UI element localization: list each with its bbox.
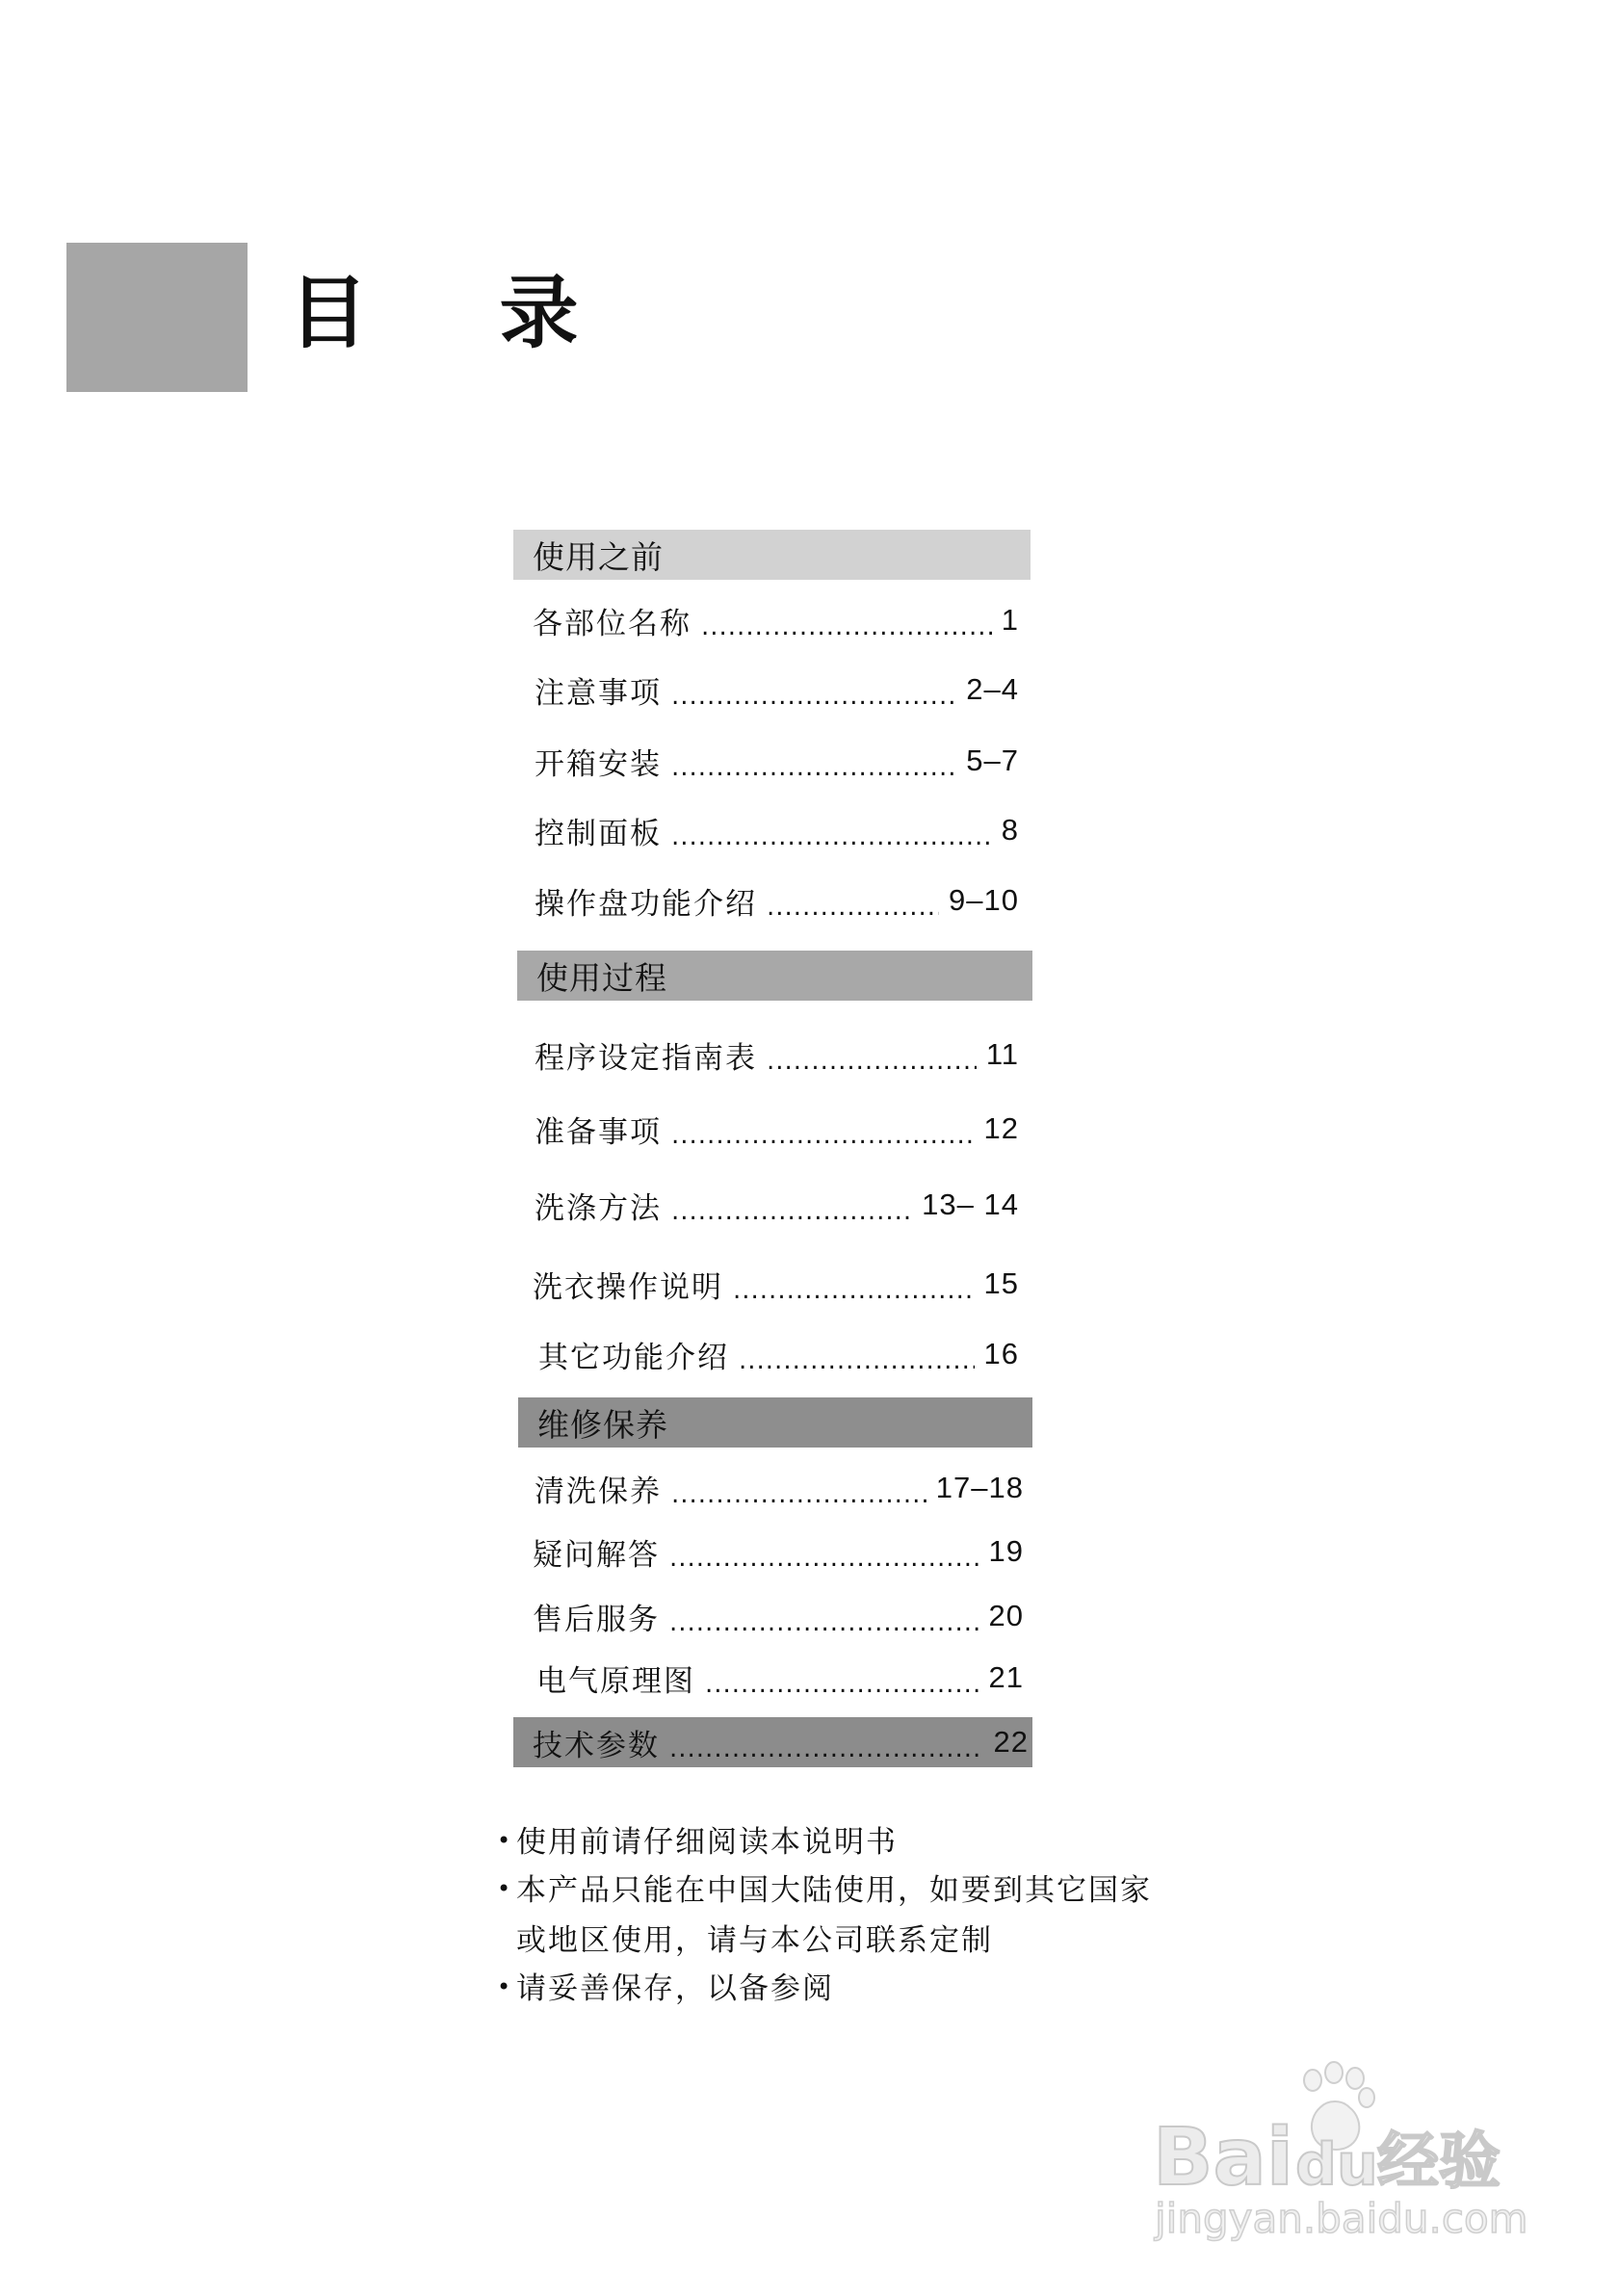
toc-entry[interactable] [535,879,1019,922]
entry-title: 清洗保养 [535,1474,662,1509]
note-text: 使用前请仔细阅读本说明书 [516,1825,898,1860]
watermark-brand: Bai [1153,2112,1293,2204]
dot-leader [671,753,956,782]
entry-title: 售后服务 [533,1602,660,1637]
watermark-brand-suffix: du [1295,2131,1378,2199]
entry-page-number: 5–7 [966,744,1019,777]
entry-title: 操作盘功能介绍 [535,886,757,922]
entry-page-number: 8 [1001,813,1019,847]
toc-entry[interactable] [535,1467,1024,1509]
note-text: 或地区使用，请与本公司联系定制 [516,1923,993,1958]
bullet-icon: • [497,1973,513,2000]
entry-page-number: 2–4 [966,672,1019,706]
dot-leader [669,1735,984,1763]
note-item [497,1825,898,1860]
entry-page-number: 20 [988,1599,1024,1632]
entry-title: 程序设定指南表 [535,1040,757,1076]
watermark-url: jingyan.baidu.com [1155,2195,1528,2242]
toc-entry[interactable] [533,599,1019,641]
entry-page-number: 16 [983,1337,1019,1370]
entry-page-number: 17–18 [935,1471,1024,1504]
dot-leader [767,1047,977,1076]
entry-page-number: 19 [988,1534,1024,1568]
watermark-cn: 经验 [1377,2126,1501,2198]
section-label: 维修保养 [537,1405,668,1444]
bullet-icon: • [497,1875,513,1902]
dot-leader [669,1608,979,1637]
entry-title: 洗衣操作说明 [533,1269,723,1305]
entry-page-number: 1 [1001,603,1019,637]
entry-title: 其它功能介绍 [538,1340,729,1375]
section-header-maintenance [518,1397,1032,1448]
note-text: 本产品只能在中国大陆使用，如要到其它国家 [516,1873,1152,1908]
dot-leader [733,1276,975,1305]
toc-entry[interactable] [535,1033,1019,1076]
page-title: 目 录 [289,268,631,359]
dot-leader [739,1346,975,1375]
entry-title: 开箱安装 [535,746,662,782]
toc-entry[interactable] [535,1108,1019,1150]
toc-entry[interactable] [533,1530,1024,1573]
toc-entry[interactable] [536,1657,1024,1699]
dot-leader [669,1544,979,1573]
baidu-jingyan-watermark [1151,2061,1555,2244]
dot-leader [701,613,992,641]
entry-title: 疑问解答 [533,1537,660,1573]
dot-leader [671,822,992,851]
entry-title: 控制面板 [535,816,662,851]
entry-title: 电气原理图 [536,1663,695,1699]
entry-page-number: 15 [983,1266,1019,1300]
note-item-continuation [516,1923,993,1958]
section-label: 使用过程 [536,958,667,997]
note-item [497,1971,834,2006]
toc-entry[interactable] [533,1263,1019,1305]
entry-title: 准备事项 [535,1114,662,1150]
note-text: 请妥善保存，以备参阅 [516,1971,834,2006]
entry-page-number: 13– 14 [922,1187,1019,1221]
section-header-specs[interactable] [513,1717,1032,1767]
toc-entry[interactable] [538,1333,1019,1375]
section-label: 使用之前 [533,537,664,576]
section-header-before-use [513,530,1031,580]
section-header-during-use [517,951,1032,1001]
dot-leader [671,1121,975,1150]
toc-entry[interactable] [513,1717,1029,1767]
toc-entry[interactable] [535,668,1019,711]
title-color-block [66,243,248,392]
entry-page-number: 11 [985,1037,1019,1071]
dot-leader [767,893,939,922]
toc-entry[interactable] [533,1595,1024,1637]
entry-title: 洗涤方法 [535,1190,662,1226]
note-item [497,1873,1152,1908]
entry-page-number: 21 [988,1660,1024,1694]
dot-leader [671,1480,926,1509]
entry-page-number: 22 [993,1725,1029,1759]
entry-page-number: 9–10 [949,883,1019,917]
toc-entry[interactable] [535,809,1019,851]
toc-entry[interactable] [535,740,1019,782]
entry-title: 技术参数 [533,1728,660,1763]
toc-entry[interactable] [535,1184,1019,1226]
dot-leader [705,1670,979,1699]
bullet-icon: • [497,1827,513,1854]
entry-title: 各部位名称 [533,606,692,641]
dot-leader [671,1197,912,1226]
dot-leader [671,682,956,711]
entry-title: 注意事项 [535,675,662,711]
entry-page-number: 12 [983,1111,1019,1145]
